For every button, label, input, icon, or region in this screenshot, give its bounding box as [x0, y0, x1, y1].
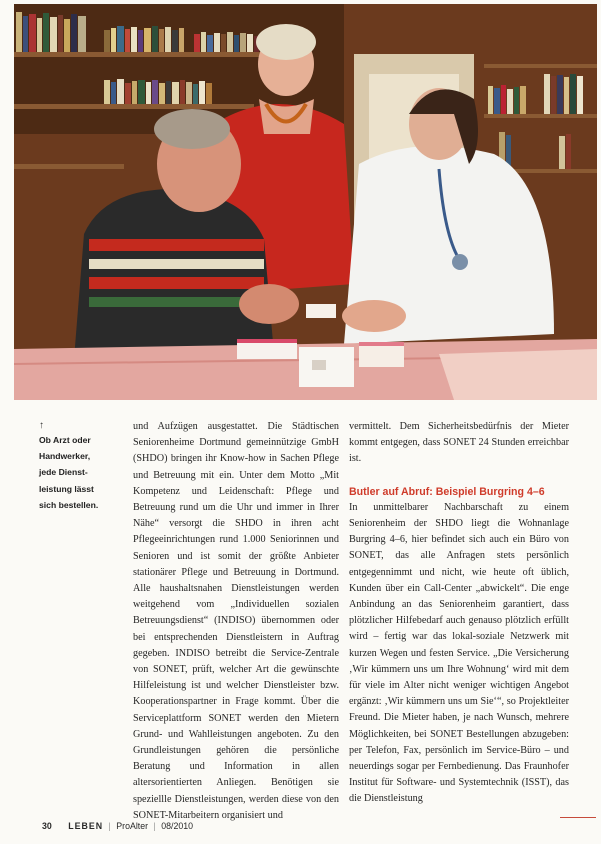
caption-arrow-icon: ↑	[39, 420, 44, 431]
article-column-1	[133, 419, 339, 824]
column2-paragraph-1: vermittelt. Dem Sicherheitsbedürfnis der Mieter kommt entgegen, dass SONET 24 Stunden erreichbar ist.	[349, 421, 569, 465]
article-column-2	[349, 419, 569, 808]
section-heading: Butler auf Abruf: Beispiel Burgring 4–6	[349, 485, 545, 498]
footer-separator-1: |	[108, 821, 111, 831]
footer-section: ProAlter	[116, 821, 149, 831]
photo-caption	[39, 420, 109, 513]
photo-illustration	[14, 4, 597, 400]
column1-paragraph: und Aufzügen ausgestattet. Die Städtischen Seniorenheime Dortmund gemeinnützige GmbH (SHDO) bringen ihr Know-how in Sachen Pflege und Betreuung mit ein. Unter dem Motto „Mit Kompetenz und Leidenschaft: Pflege und Betreuung rund um die Uhr und immer in Ihrer Nähe“ versorgt die SHDO in ihren acht Pflegeeinrichtungen rund 1.000 Seniorinnen und Senioren und ist somit der größte Anbieter stationärer Pflege und Betreuung in Dortmund. Alle haushaltsnahen Dienstleistungen werden weitgehend vom „Individuellen sozialen Betreuungsdienst“ (INDISO) übernommen oder bei entsprechenden Dienstleistern in Auftrag gegeben. INDISO betreibt die Service-Zentrale von SONET, prüft, welcher Art die gewünschte Hilfeleistung ist und welcher Dienstleister bzw. Kooperationspartner in Frage kommt. Über die Serviceplattform SONET werden den Mietern Grund- und Wahlleistungen angeboten. Zu den Grundleistungen gehören die persönliche Beratung und Information in allen altersorientierten Anliegen. Benötigen sie speziellle Dienstleistungen, werden diese von den SONET-Mitarbeitern organisiert und	[133, 421, 339, 821]
article-photo	[14, 4, 597, 400]
footer-issue: 08/2010	[161, 821, 194, 831]
page-footer	[42, 821, 193, 831]
footer-separator-2: |	[153, 821, 156, 831]
magazine-name: LEBEN	[68, 821, 104, 831]
column2-paragraph-2: In unmittelbarer Nachbarschaft zu einem Seniorenheim der SHDO liegt die Wohnanlage Burgring 4–6, hier befindet sich auch ein Büro von SONET, das alle Anfragen stets persönlich entgegennimmt und nicht, wie heute oft üblich, Kunden über ein Call-Center „abwickelt“. Die enge Anbindung an das Seniorenheim garantiert, dass plötzlicher Hilfebedarf auch genauso plötzlich erfüllt wird – fertig war das lokal-soziale Netzwerk mit kurzen Wegen und festen Service. „Die Versicherung ‚Wir kümmern uns um Ihre Wohnung‘ wird mit dem für viele im Alter nicht weniger wichtigen Angebot ergänzt: ‚Wir kümmern uns um Sie‘“, so Projektleiter Freund. Die Mieter haben, je nach Wunsch, mehrere Möglichkeiten, bei SONET Bestellungen abzugeben: per Telefon, Fax, persönlich im Service-Büro – und neuerdings sogar per Fernbedienung. Das Fraunhofer Institut für Software- und Systemtechnik (ISST), das die Dienstleistung	[349, 501, 569, 805]
caption-text: Ob Arzt oder Handwerker, jede Dienst-leistung lässt sich bestellen.	[39, 435, 99, 510]
page-number: 30	[42, 821, 52, 831]
footer-rule	[560, 817, 596, 818]
